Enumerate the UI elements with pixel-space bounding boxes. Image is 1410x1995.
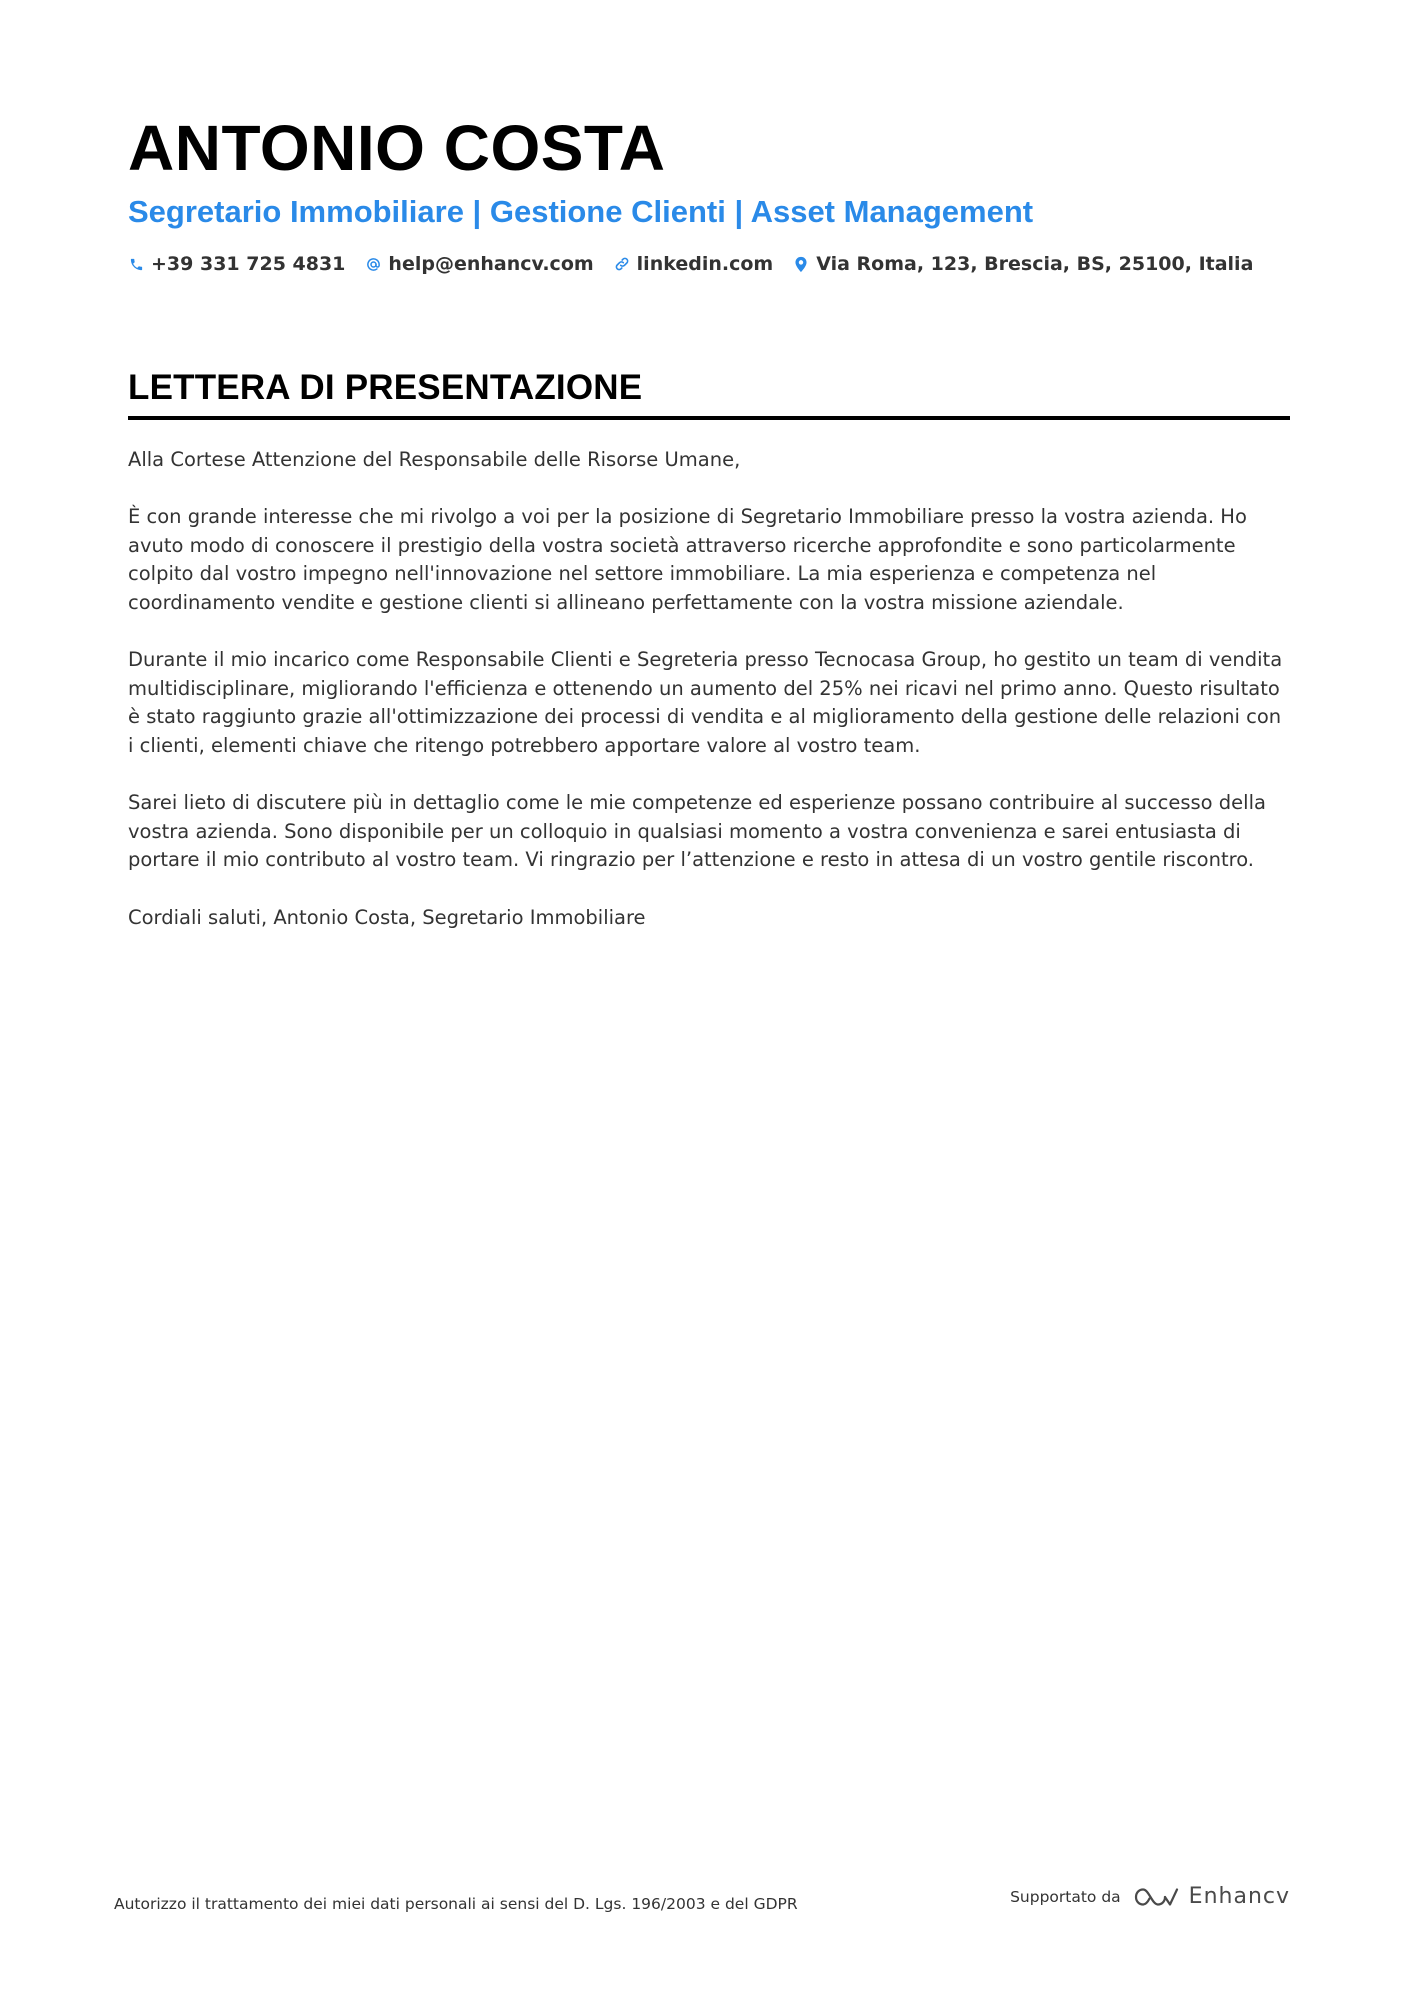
candidate-name: ANTONIO COSTA	[128, 112, 666, 184]
enhancv-logo	[1133, 1884, 1290, 1909]
contact-address	[793, 250, 1253, 278]
section-title: LETTERA DI PRESENTAZIONE	[128, 368, 643, 407]
letter-body	[128, 446, 1290, 932]
map-pin-icon	[793, 255, 809, 273]
at-icon	[365, 255, 381, 273]
contact-phone[interactable]	[128, 250, 345, 278]
section-divider	[128, 416, 1290, 420]
contact-bar	[128, 250, 1288, 278]
resume-header	[128, 108, 1288, 278]
phone-icon	[128, 255, 144, 273]
letter-signoff: Cordiali saluti, Antonio Costa, Segretario Immobiliare	[128, 905, 646, 929]
cover-letter-section	[128, 366, 1290, 961]
enhancv-logo-icon	[1133, 1885, 1179, 1909]
contact-linkedin[interactable]	[614, 250, 774, 278]
candidate-headline: Segretario Immobiliare | Gestione Clienti | Asset Management	[128, 194, 1034, 229]
link-icon	[614, 255, 630, 273]
letter-paragraph-intro: È con grande interesse che mi rivolgo a voi per la posizione di Segretario Immobiliare presso la vostra azienda. Ho avuto modo di conoscere il prestigio della vostra società attraverso ricerche approfondite e sono particolarmente colpito dal vostro impegno nell'innovazione nel settore immobiliare. La mia esperienza e competenza nel coordinamento vendite e gestione clienti si allineano perfettamente con la vostra missione aziendale.	[128, 505, 1247, 614]
contact-linkedin-text: linkedin.com	[636, 253, 774, 275]
contact-email[interactable]	[365, 250, 593, 278]
letter-paragraph-closing: Sarei lieto di discutere più in dettaglio come le mie competenze ed esperienze possano contribuire al successo della vostra azienda. Sono disponibile per un colloquio in qualsiasi momento a vostra convenienza e sarei entusiasta di portare il mio contributo al vostro team. Vi ringrazio per l’attenzione e resto in attesa di un vostro gentile riscontro.	[128, 791, 1266, 872]
letter-salutation: Alla Cortese Attenzione del Responsabile delle Risorse Umane,	[128, 448, 741, 471]
powered-by-label: Supportato da	[1010, 1887, 1121, 1906]
privacy-consent: Autorizzo il trattamento dei miei dati personali ai sensi del D. Lgs. 196/2003 e del GDPR	[114, 1895, 798, 1913]
enhancv-wordmark: Enhancv	[1188, 1884, 1290, 1909]
powered-by[interactable]	[1010, 1884, 1290, 1909]
contact-phone-text: +39 331 725 4831	[151, 253, 346, 275]
contact-email-text: help@enhancv.com	[388, 253, 594, 275]
contact-address-text: Via Roma, 123, Brescia, BS, 25100, Italia	[816, 253, 1254, 275]
letter-paragraph-experience: Durante il mio incarico come Responsabile Clienti e Segreteria presso Tecnocasa Group, ho gestito un team di vendita multidisciplinare, migliorando l'efficienza e ottenendo un aumento del 25% nei ricavi nel primo anno. Questo risultato è stato raggiunto grazie all'ottimizzazione dei processi di vendita e al miglioramento della gestione delle relazioni con i clienti, elementi chiave che ritengo potrebbero apportare valore al vostro team.	[128, 648, 1283, 757]
